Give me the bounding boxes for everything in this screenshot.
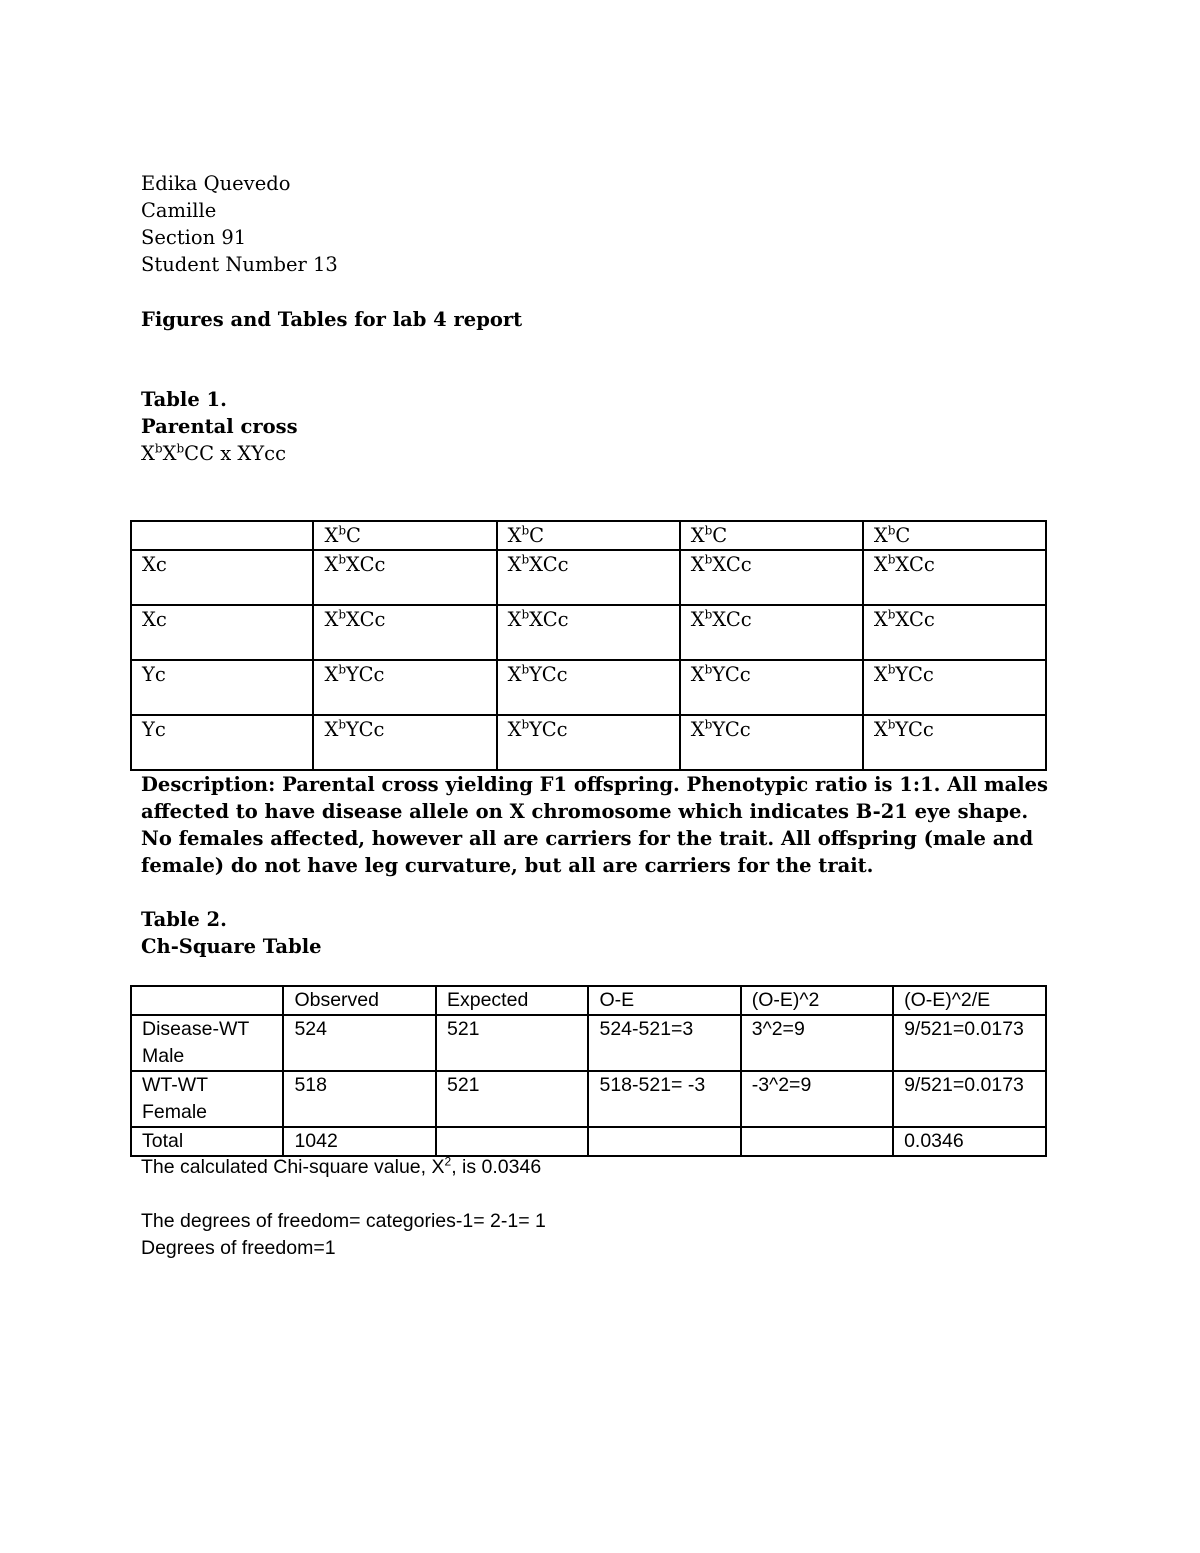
chi-header-cell: Observed [283,986,436,1015]
chi-cell: 521 [436,1015,589,1071]
chi-square-result: The calculated Chi-square value, $X^2$, is 0.0346 [141,1154,542,1178]
punnett-cell: $X^bXCc$ [680,605,863,660]
partner-name: Camille [141,199,217,222]
table2-title: Ch-Square Table [141,935,322,958]
document-title: Figures and Tables for lab 4 report [141,308,523,331]
chi-row [131,1071,1046,1127]
punnett-cell: $X^bXCc$ [863,550,1046,605]
chi-row [131,1015,1046,1071]
chi-cell: Disease-WT Male [131,1015,283,1071]
punnett-col-header: $X^bC$ [863,521,1046,550]
chi-total-cell: 1042 [283,1127,436,1156]
chi-total-cell: Total [131,1127,283,1156]
punnett-row [131,715,1046,770]
table1-description: Description: Parental cross yielding F1 offspring. Phenotypic ratio is 1:1. All males affected to have disease allele on X chromosome which indicates B-21 eye shape. No females affected, however all are carriers for the trait. All offspring (male and female) do not have leg curvature, but all are carriers for the trait. [141,773,1049,877]
punnett-cell: $X^bYCc$ [863,660,1046,715]
chi-header-cell: (O-E)^2 [741,986,893,1015]
chi-total-cell [436,1127,589,1156]
chi-cell: 518 [283,1071,436,1127]
table1-label: Table 1. [141,388,227,411]
punnett-cell: $X^bYCc$ [313,660,496,715]
punnett-row [131,605,1046,660]
chi-total-cell [741,1127,893,1156]
table2-label: Table 2. [141,908,227,931]
chi-header-cell: O-E [588,986,740,1015]
punnett-row [131,660,1046,715]
chi-header-cell [131,986,283,1015]
punnett-cell: $X^bXCc$ [313,605,496,660]
punnett-cell: $X^bYCc$ [680,715,863,770]
punnett-header-row [131,521,1046,550]
chi-total-cell [588,1127,740,1156]
degrees-of-freedom-formula: The degrees of freedom= categories-1= 2-1= 1 [141,1210,546,1232]
chi-cell: 3^2=9 [741,1015,893,1071]
chi-cell: 521 [436,1071,589,1127]
chi-cell: 9/521=0.0173 [893,1071,1046,1127]
punnett-corner-cell [131,521,313,550]
chi-cell: 9/521=0.0173 [893,1015,1046,1071]
parental-cross-genotype: $X^bX^bCC$ x XYcc [141,441,286,465]
chi-header-cell: Expected [436,986,589,1015]
punnett-col-header: $X^bC$ [680,521,863,550]
punnett-col-header: $X^bC$ [497,521,680,550]
punnett-cell: $X^bXCc$ [497,605,680,660]
chi-square-table [130,985,1047,1157]
chi-header-cell: (O-E)^2/E [893,986,1046,1015]
punnett-cell: $X^bYCc$ [497,715,680,770]
author-name: Edika Quevedo [141,172,291,195]
punnett-row-label: Yc [131,715,313,770]
punnett-cell: $X^bXCc$ [497,550,680,605]
chi-cell: 524 [283,1015,436,1071]
punnett-col-header: $X^bC$ [313,521,496,550]
student-number: Student Number 13 [141,253,338,276]
table1-title: Parental cross [141,415,298,438]
chi-header-row [131,986,1046,1015]
degrees-of-freedom-result: Degrees of freedom=1 [141,1237,336,1259]
punnett-cell: $X^bYCc$ [863,715,1046,770]
chi-cell: WT-WT Female [131,1071,283,1127]
punnett-cell: $X^bXCc$ [313,550,496,605]
punnett-cell: $X^bYCc$ [680,660,863,715]
punnett-row-label: Xc [131,550,313,605]
punnett-row-label: Xc [131,605,313,660]
punnett-cell: $X^bYCc$ [313,715,496,770]
chi-total-cell: 0.0346 [893,1127,1046,1156]
punnett-square-table [130,520,1047,771]
punnett-cell: $X^bXCc$ [863,605,1046,660]
punnett-cell: $X^bYCc$ [497,660,680,715]
punnett-row [131,550,1046,605]
chi-cell: 524-521=3 [588,1015,740,1071]
chi-cell: 518-521= -3 [588,1071,740,1127]
section-number: Section 91 [141,226,247,249]
punnett-row-label: Yc [131,660,313,715]
punnett-cell: $X^bXCc$ [680,550,863,605]
chi-total-row [131,1127,1046,1156]
chi-cell: -3^2=9 [741,1071,893,1127]
